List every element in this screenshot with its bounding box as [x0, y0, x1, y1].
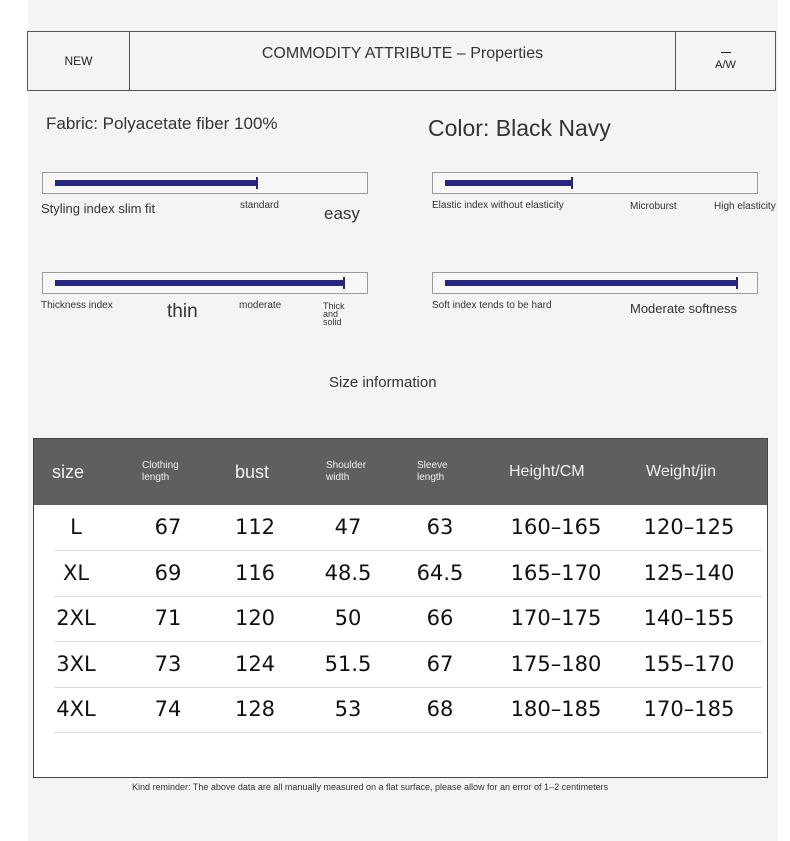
thickness-moderate-label: moderate [239, 300, 282, 311]
table-cell: 140–155 [643, 606, 735, 631]
table-cell: 170–185 [643, 697, 735, 722]
season-tag [675, 32, 775, 90]
soft-index-label: Soft index tends to be hard [432, 300, 552, 311]
elastic-high-label: High elasticity [714, 201, 776, 212]
header-clothing-length: Clothing length [142, 460, 179, 483]
table-cell: 74 [154, 697, 182, 722]
table-row [54, 596, 762, 642]
table-cell: 67 [426, 651, 454, 676]
table-cell: 48.5 [324, 560, 372, 585]
table-cell: 175–180 [510, 651, 602, 676]
thickness-thick-label: Thick and solid [323, 301, 345, 327]
thickness-thin-label: thin [167, 301, 198, 322]
elastic-micro-label: Microburst [630, 201, 677, 212]
table-cell: 124 [234, 651, 276, 676]
styling-standard-label: standard [240, 200, 279, 211]
elastic-index-bar [432, 172, 758, 194]
table-cell: 71 [154, 606, 182, 631]
table-cell: 120–125 [643, 515, 735, 539]
table-cell: 51.5 [324, 651, 372, 676]
table-cell: 67 [154, 515, 182, 539]
new-tag: NEW [28, 32, 130, 90]
elastic-index-label: Elastic index without elasticity [432, 200, 564, 211]
kind-reminder: Kind reminder: The above data are all manually measured on a flat surface, please allow for an error of 1–2 centimeters [132, 782, 609, 792]
styling-easy-label: easy [324, 204, 360, 223]
size-table-header [34, 439, 767, 505]
season-dash [721, 52, 731, 53]
color-info: Color: Black Navy [428, 115, 611, 141]
table-row [54, 687, 762, 733]
table-cell: 64.5 [416, 560, 464, 585]
header-shoulder-width: Shoulder width [326, 460, 367, 483]
table-cell: 4XL [56, 697, 96, 722]
table-cell: 47 [334, 515, 362, 539]
soft-index-bar [432, 272, 758, 294]
table-cell: 2XL [56, 606, 96, 631]
table-cell: XL [62, 560, 90, 585]
table-cell: 3XL [56, 651, 96, 676]
elastic-index-fill [445, 180, 571, 186]
table-cell: 128 [234, 697, 276, 722]
table-cell: 120 [234, 606, 276, 631]
table-cell: 53 [334, 697, 362, 722]
attribute-header [27, 31, 776, 91]
table-cell: 155–170 [643, 651, 735, 676]
table-row [54, 551, 762, 597]
soft-index-fill [445, 280, 736, 286]
table-cell: 63 [426, 515, 454, 539]
table-row [54, 642, 762, 688]
table-cell: 170–175 [510, 606, 602, 631]
table-row [54, 505, 762, 551]
table-cell: 69 [154, 560, 182, 585]
styling-index-label: Styling index slim fit [41, 201, 156, 216]
table-cell: 116 [234, 560, 276, 585]
size-section-title: Size information [329, 374, 437, 391]
table-cell: 112 [234, 515, 276, 539]
header-bust: bust [235, 461, 270, 482]
thickness-index-fill [55, 280, 343, 286]
table-cell: L [70, 515, 82, 539]
table-cell: 66 [426, 606, 454, 631]
table-cell: 160–165 [510, 515, 602, 539]
styling-index-fill [55, 180, 256, 186]
fabric-info: Fabric: Polyacetate fiber 100% [46, 114, 278, 133]
table-cell: 50 [334, 606, 362, 631]
table-cell: 165–170 [510, 560, 602, 585]
thickness-index-bar [42, 272, 368, 294]
season-label: A/W [715, 58, 736, 71]
header-size: size [52, 461, 85, 482]
thickness-index-label: Thickness index [41, 300, 113, 311]
header-weight: Weight/jin [646, 463, 716, 480]
size-table [33, 438, 768, 778]
styling-index-bar [42, 172, 368, 194]
soft-moderate-label: Moderate softness [630, 301, 737, 316]
table-cell: 180–185 [510, 697, 602, 722]
header-sleeve-length: Sleeve length [417, 460, 448, 483]
header-height: Height/CM [509, 463, 585, 480]
header-title: COMMODITY ATTRIBUTE – Properties [261, 45, 544, 62]
table-cell: 68 [426, 697, 454, 722]
table-cell: 125–140 [643, 560, 735, 585]
table-cell: 73 [154, 651, 182, 676]
